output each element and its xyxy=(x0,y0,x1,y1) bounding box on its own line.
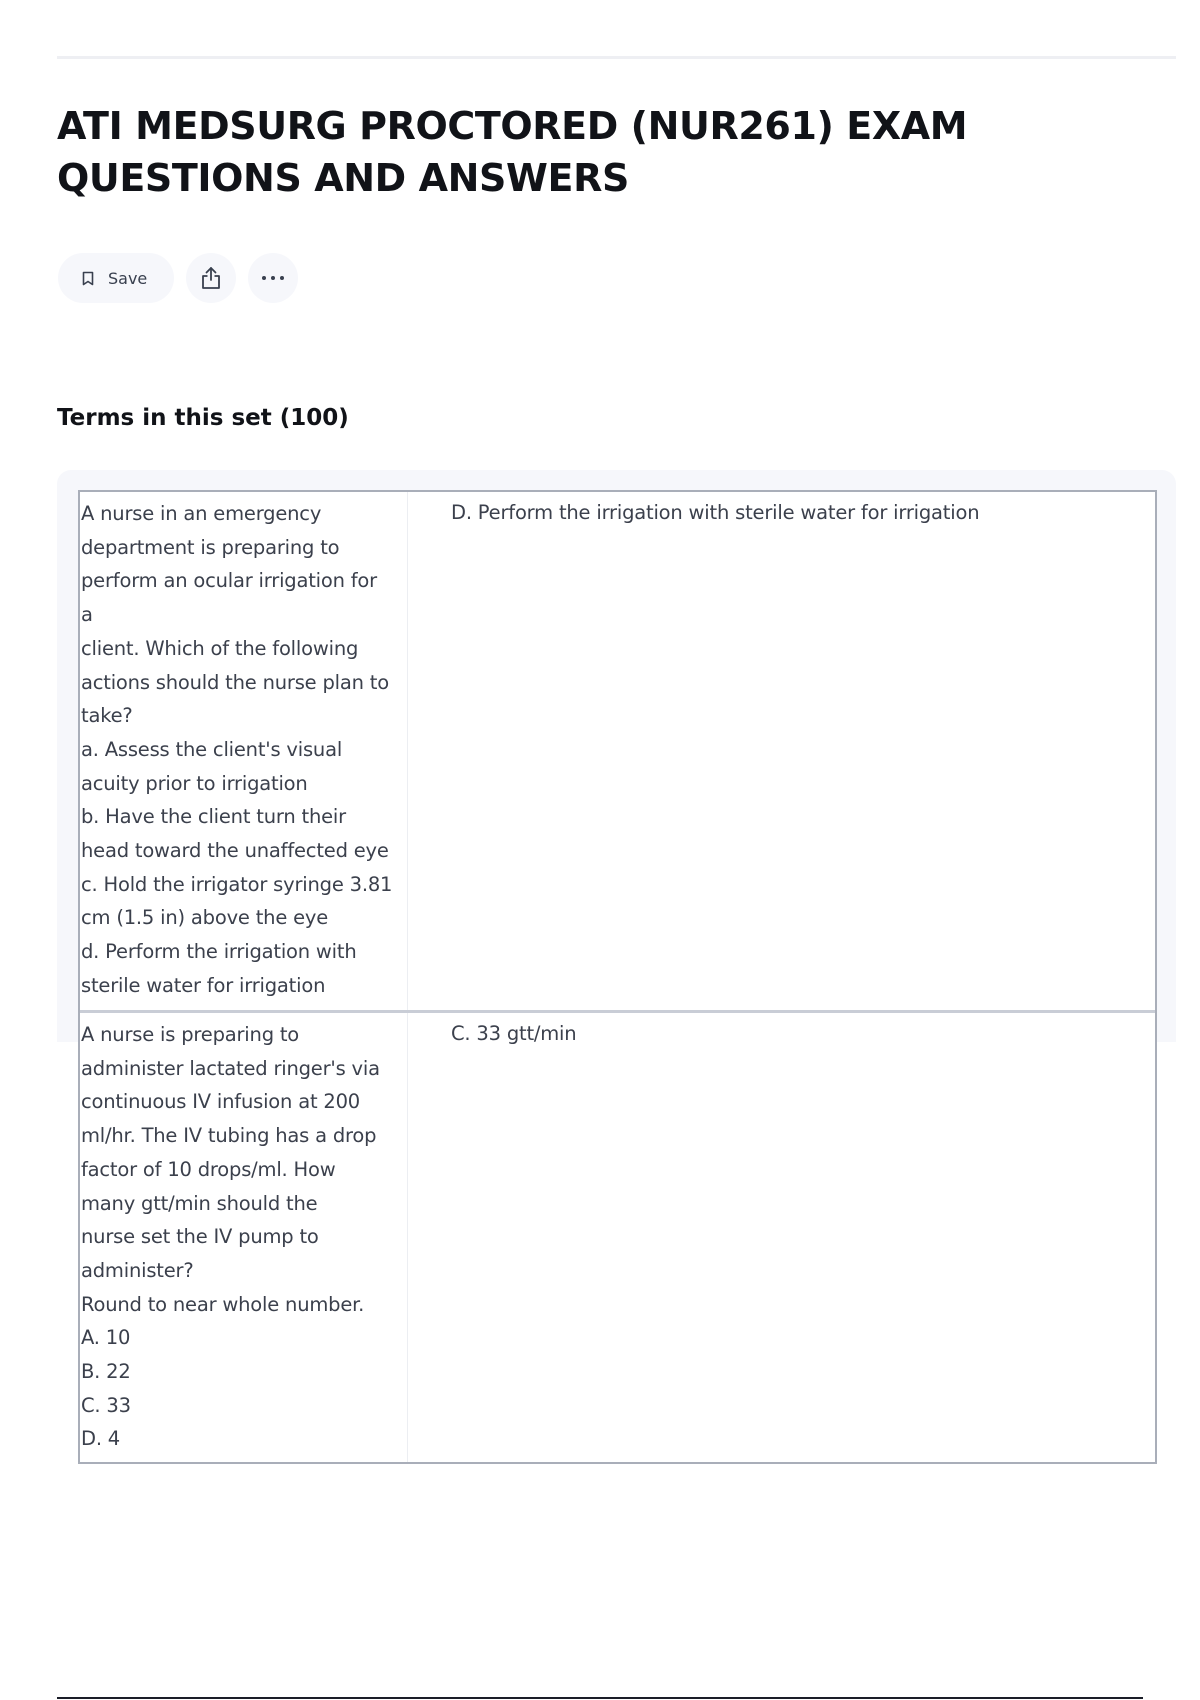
top-divider xyxy=(57,56,1176,59)
bookmark-icon xyxy=(82,271,94,286)
terms-heading: Terms in this set (100) xyxy=(57,405,349,431)
save-button[interactable] xyxy=(58,253,174,303)
share-icon xyxy=(200,266,222,290)
more-options-button[interactable] xyxy=(248,253,298,303)
definition-text: D. Perform the irrigation with sterile water for irrigation xyxy=(451,501,980,524)
term-text: A nurse in an emergency department is preparing to perform an ocular irrigation for a client. Which of the following actions should the nurse plan to take? a. Assess the client's visual acuity prior to irrigation b. Have the client turn their head toward the unaffected eye c. Hold the irrigator syringe 3.81 cm (1.5 in) above the eye d. Perform the irrigation with sterile water for irrigation xyxy=(80,492,408,1010)
term-card xyxy=(80,1010,1155,1462)
term-text: A nurse is preparing to administer lactated ringer's via continuous IV infusion at 200 ml/hr. The IV tubing has a drop factor of 10 drops/ml. How many gtt/min should the nurse set the IV pump to administer? Round to near whole number. A. 10 B. 22 C. 33 D. 4 xyxy=(80,1013,408,1462)
save-button-label: Save xyxy=(108,268,148,288)
bottom-divider xyxy=(57,1697,1143,1699)
more-options-icon xyxy=(261,275,285,281)
term-card xyxy=(80,492,1155,1010)
definition-text: C. 33 gtt/min xyxy=(451,1022,577,1045)
share-button[interactable] xyxy=(186,253,236,303)
page-title: ATI MEDSURG PROCTORED (NUR261) EXAM QUESTIONS AND ANSWERS xyxy=(57,104,968,200)
action-bar xyxy=(58,253,298,303)
terms-table xyxy=(78,490,1157,1464)
